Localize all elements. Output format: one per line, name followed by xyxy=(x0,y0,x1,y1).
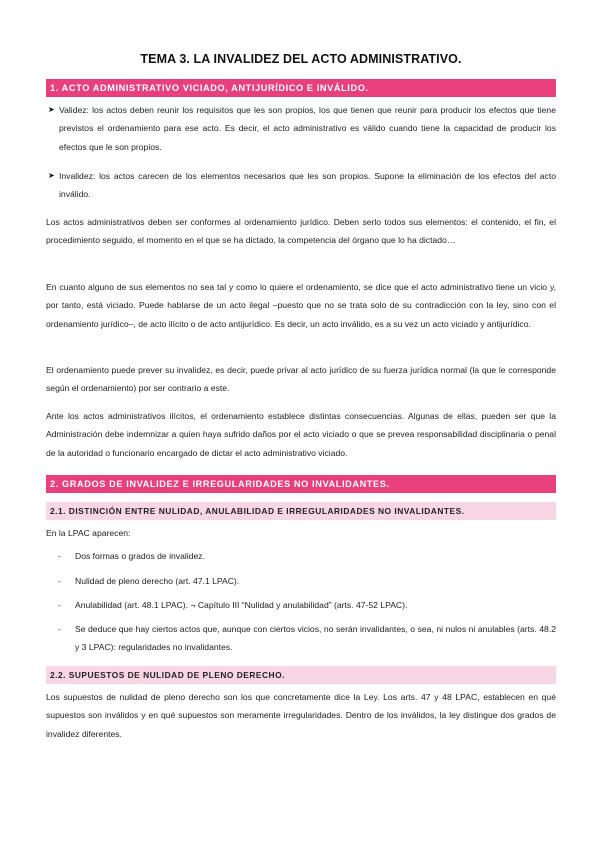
list-item: Dos formas o grados de invalidez. xyxy=(75,551,205,561)
paragraph: En cuanto alguno de sus elementos no sea tal y como lo quiere el ordenamiento, se dice que el acto administrativo tiene un vicio y, por tanto, está viciado. Puede hablarse de un acto ilegal –puesto que no se trata solo de su contradicción con la ley, sino con el ordenamiento jurídico–, de acto ilícito o de acto antijurídico. Es decir, un acto inválido, es a su vez un acto viciado y antijurídico. xyxy=(46,282,556,329)
subsection-2-1-heading: 2.1. DISTINCIÓN ENTRE NULIDAD, ANULABILIDAD E IRREGULARIDADES NO INVALIDANTES. xyxy=(46,502,556,520)
section-1-heading: 1. ACTO ADMINISTRATIVO VICIADO, ANTIJURÍDICO E INVÁLIDO. xyxy=(46,79,556,97)
paragraph: Los supuestos de nulidad de pleno derecho son los que concretamente dice la Ley. Los arts. 47 y 48 LPAC, establecen en qué supuestos son inválidos y en qué supuestos son meramente irregularidades. Dentro de los inválidos, la ley distingue dos grados de invalidez diferentes. xyxy=(46,692,556,739)
bullet-text: Validez: los actos deben reunir los requisitos que les son propios, los que tienen que reunir para producir los efectos que tiene previstos el ordenamiento para ese acto. Es decir, el acto administrativo es válido cuando tiene la capacidad de producir los efectos que le son propios. xyxy=(59,105,556,152)
section-2-heading: 2. GRADOS DE INVALIDEZ E IRREGULARIDADES NO INVALIDANTES. xyxy=(46,475,556,493)
subsection-2-2-heading: 2.2. SUPUESTOS DE NULIDAD DE PLENO DERECHO. xyxy=(46,666,556,684)
paragraph: Ante los actos administrativos ilícitos, el ordenamiento establece distintas consecuencias. Algunas de ellas, pueden ser que la Administración debe indemnizar a quien haya sufrido daños por el acto viciado o que se prevea responsabilidad disciplinaria o penal de la autoridad o funcionario encargado de dictar el acto administrativo viciado. xyxy=(46,411,556,458)
arrow-bullet-icon: ➤ xyxy=(48,171,55,180)
list-item: Anulabilidad (art. 48.1 LPAC). ¬ Capítulo III “Nulidad y anulabilidad” (arts. 47-52 LPAC). xyxy=(75,600,408,610)
dash-bullet: - xyxy=(58,624,61,634)
list-item: Se deduce que hay ciertos actos que, aunque con ciertos vicios, no serán invalidantes, o sea, ni nulos ni anulables (arts. 48.2 y 3 LPAC): regularidades no invalidantes. xyxy=(75,624,556,653)
list-item: Nulidad de pleno derecho (art. 47.1 LPAC). xyxy=(75,576,240,586)
dash-bullet: - xyxy=(58,551,61,561)
document-title: TEMA 3. LA INVALIDEZ DEL ACTO ADMINISTRATIVO. xyxy=(140,52,462,66)
intro-text: En la LPAC aparecen: xyxy=(46,528,131,538)
dash-bullet: - xyxy=(58,576,61,586)
bullet-text: Invalidez: los actos carecen de los elementos necesarios que les son propios. Supone la eliminación de los efectos del acto inválido. xyxy=(59,171,556,200)
arrow-bullet-icon: ➤ xyxy=(48,105,55,114)
paragraph: Los actos administrativos deben ser conformes al ordenamiento jurídico. Deben serlo todos sus elementos: el contenido, el fin, el procedimiento seguido, el momento en el que se ha dictado, la competencia del órgano que lo ha dictado… xyxy=(46,217,556,246)
paragraph: El ordenamiento puede prever su invalidez, es decir, puede privar al acto jurídico de su fuerza jurídica normal (la que le corresponde según el ordenamiento) por ser contrario a este. xyxy=(46,365,556,394)
dash-bullet: - xyxy=(58,600,61,610)
